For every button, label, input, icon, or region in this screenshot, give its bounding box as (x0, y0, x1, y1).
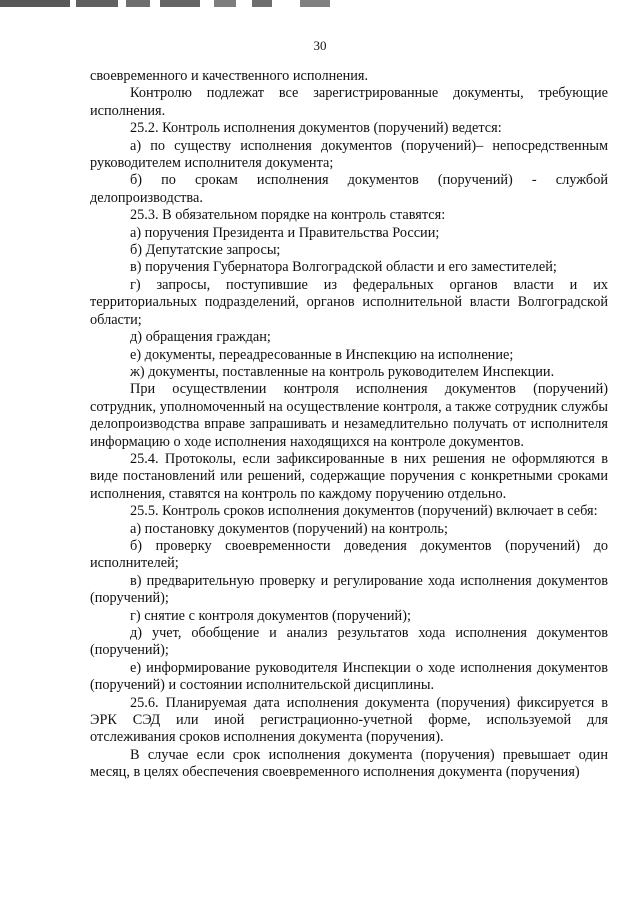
paragraph: а) постановку документов (поручений) на контроль; (130, 520, 448, 537)
paragraph: 25.3. В обязательном порядке на контроль ставятся: (130, 207, 446, 224)
paragraph: б) проверку своевременности доведения документов (поручений) до исполнителей; (90, 537, 608, 572)
paragraph: 25.5. Контроль сроков исполнения документов (поручений) включает в себя: (130, 503, 598, 520)
paragraph: б) Депутатские запросы; (130, 242, 281, 259)
paragraph: 25.4. Протоколы, если зафиксированные в них решения не оформляются в виде постановлений или решений, содержащие поручения с конкретными сроками исполнения, ставятся на контроль по каждому поручению отдельно. (90, 450, 608, 502)
paragraph: своевременного и качественного исполнения. (90, 68, 369, 84)
paragraph: г) запросы, поступившие из федеральных органов власти и их территориальных подразделений, органов исполнительной власти Волгоградской области; (90, 276, 608, 328)
page-number: 30 (313, 38, 327, 53)
paragraph: 25.2. Контроль исполнения документов (поручений) ведется: (130, 120, 502, 137)
scan-artifact-strip (0, 0, 640, 7)
paragraph: При осуществлении контроля исполнения документов (поручений) сотрудник, уполномоченный на осуществление контроля, а также сотрудник службы делопроизводства вправе запрашивать и незамедлительно получать от исполнителя информацию о ходе исполнения находящихся на контроле документов. (90, 381, 608, 450)
paragraph: в) поручения Губернатора Волгоградской области и его заместителей; (130, 259, 557, 276)
paragraph: е) информирование руководителя Инспекции о ходе исполнения документов (поручений) и состоянии исполнительской дисциплины. (90, 659, 608, 694)
paragraph: Контролю подлежат все зарегистрированные документы, требующие исполнения. (90, 85, 608, 119)
paragraph: ж) документы, поставленные на контроль руководителем Инспекции. (130, 363, 555, 380)
paragraph: В случае если срок исполнения документа (поручения) превышает один месяц, в целях обеспечения своевременного исполнения документа (поручения) (90, 746, 608, 781)
paragraph: б) по срокам исполнения документов (поручений) - службой делопроизводства. (90, 172, 608, 206)
paragraph: д) учет, обобщение и анализ результатов хода исполнения документов (поручений); (90, 625, 608, 659)
paragraph: а) поручения Президента и Правительства России; (130, 224, 440, 241)
paragraph: 25.6. Планируемая дата исполнения документа (поручения) фиксируется в ЭРК СЭД или иной регистрационно-учетной форме, используемой для отслеживания сроков исполнения документа (поручения). (90, 694, 608, 746)
paragraph: а) по существу исполнения документов (поручений)– непосредственным руководителем исполнителя документа; (90, 137, 608, 172)
document-body (90, 68, 608, 782)
paragraph: г) снятие с контроля документов (поручений); (130, 607, 411, 624)
paragraph: д) обращения граждан; (130, 329, 271, 346)
paragraph: в) предварительную проверку и регулирование хода исполнения документов (поручений); (90, 572, 608, 607)
paragraph: е) документы, переадресованные в Инспекцию на исполнение; (130, 346, 514, 363)
